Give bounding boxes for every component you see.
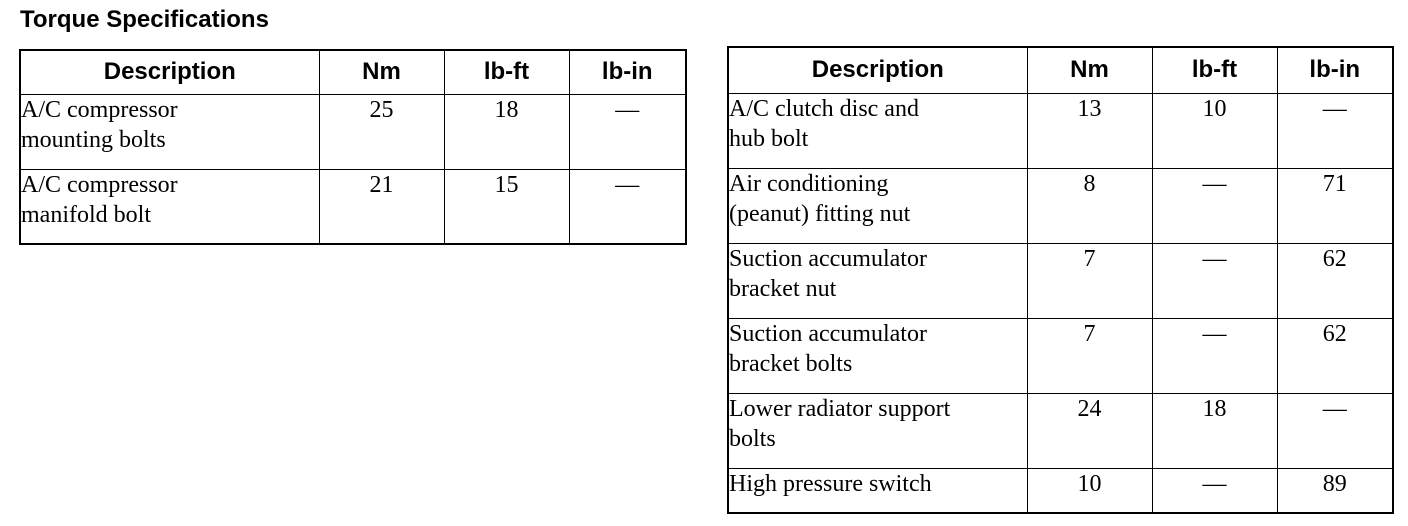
nm-value: 7 bbox=[1027, 318, 1152, 393]
torque-table-right bbox=[727, 46, 1394, 514]
column-header-lbin: lb-in bbox=[569, 50, 686, 94]
description-cell bbox=[728, 393, 1027, 468]
lbin-value: 71 bbox=[1277, 168, 1393, 243]
description-line: bracket bolts bbox=[729, 350, 853, 377]
nm-value: 21 bbox=[319, 169, 444, 244]
table-row bbox=[728, 468, 1393, 513]
description-cell bbox=[728, 93, 1027, 168]
description-cell bbox=[728, 243, 1027, 318]
description-line: Lower radiator support bbox=[729, 395, 951, 422]
description-line: High pressure switch bbox=[729, 470, 932, 497]
lbft-value: — bbox=[1152, 168, 1277, 243]
lbft-value: 18 bbox=[444, 94, 569, 169]
lbft-value: — bbox=[1152, 468, 1277, 513]
nm-value: 8 bbox=[1027, 168, 1152, 243]
description-line: mounting bolts bbox=[21, 126, 166, 153]
description-line: Air conditioning bbox=[729, 170, 889, 197]
lbin-value: 89 bbox=[1277, 468, 1393, 513]
nm-value: 25 bbox=[319, 94, 444, 169]
lbin-value: — bbox=[569, 94, 686, 169]
description-cell bbox=[728, 168, 1027, 243]
table-header-row bbox=[728, 47, 1393, 93]
lbin-value: — bbox=[569, 169, 686, 244]
table-header-row bbox=[20, 50, 686, 94]
lbin-value: — bbox=[1277, 93, 1393, 168]
description-line: (peanut) fitting nut bbox=[729, 200, 911, 227]
description-line: A/C compressor bbox=[21, 96, 178, 123]
description-line: Suction accumulator bbox=[729, 320, 927, 347]
table-row bbox=[728, 243, 1393, 318]
column-header-description: Description bbox=[20, 50, 319, 94]
column-header-nm: Nm bbox=[319, 50, 444, 94]
description-line: bracket nut bbox=[729, 275, 837, 302]
nm-value: 24 bbox=[1027, 393, 1152, 468]
description-line: A/C clutch disc and bbox=[729, 95, 919, 122]
lbft-value: — bbox=[1152, 243, 1277, 318]
table-row bbox=[20, 94, 686, 169]
column-header-lbft: lb-ft bbox=[444, 50, 569, 94]
page-title: Torque Specifications bbox=[20, 6, 269, 33]
description-cell bbox=[728, 468, 1027, 513]
description-cell bbox=[728, 318, 1027, 393]
nm-value: 7 bbox=[1027, 243, 1152, 318]
column-header-lbft: lb-ft bbox=[1152, 47, 1277, 93]
lbin-value: 62 bbox=[1277, 318, 1393, 393]
lbin-value: 62 bbox=[1277, 243, 1393, 318]
lbft-value: — bbox=[1152, 318, 1277, 393]
description-line: hub bolt bbox=[729, 125, 809, 152]
torque-table-left bbox=[19, 49, 687, 245]
nm-value: 10 bbox=[1027, 468, 1152, 513]
description-cell bbox=[20, 169, 319, 244]
table-row bbox=[20, 169, 686, 244]
lbft-value: 10 bbox=[1152, 93, 1277, 168]
column-header-lbin: lb-in bbox=[1277, 47, 1393, 93]
lbin-value: — bbox=[1277, 393, 1393, 468]
table-row bbox=[728, 393, 1393, 468]
column-header-nm: Nm bbox=[1027, 47, 1152, 93]
table-row bbox=[728, 318, 1393, 393]
nm-value: 13 bbox=[1027, 93, 1152, 168]
table-row bbox=[728, 168, 1393, 243]
lbft-value: 15 bbox=[444, 169, 569, 244]
description-cell bbox=[20, 94, 319, 169]
description-line: bolts bbox=[729, 425, 776, 452]
lbft-value: 18 bbox=[1152, 393, 1277, 468]
table-row bbox=[728, 93, 1393, 168]
description-line: A/C compressor bbox=[21, 171, 178, 198]
description-line: manifold bolt bbox=[21, 201, 151, 228]
description-line: Suction accumulator bbox=[729, 245, 927, 272]
column-header-description: Description bbox=[728, 47, 1027, 93]
